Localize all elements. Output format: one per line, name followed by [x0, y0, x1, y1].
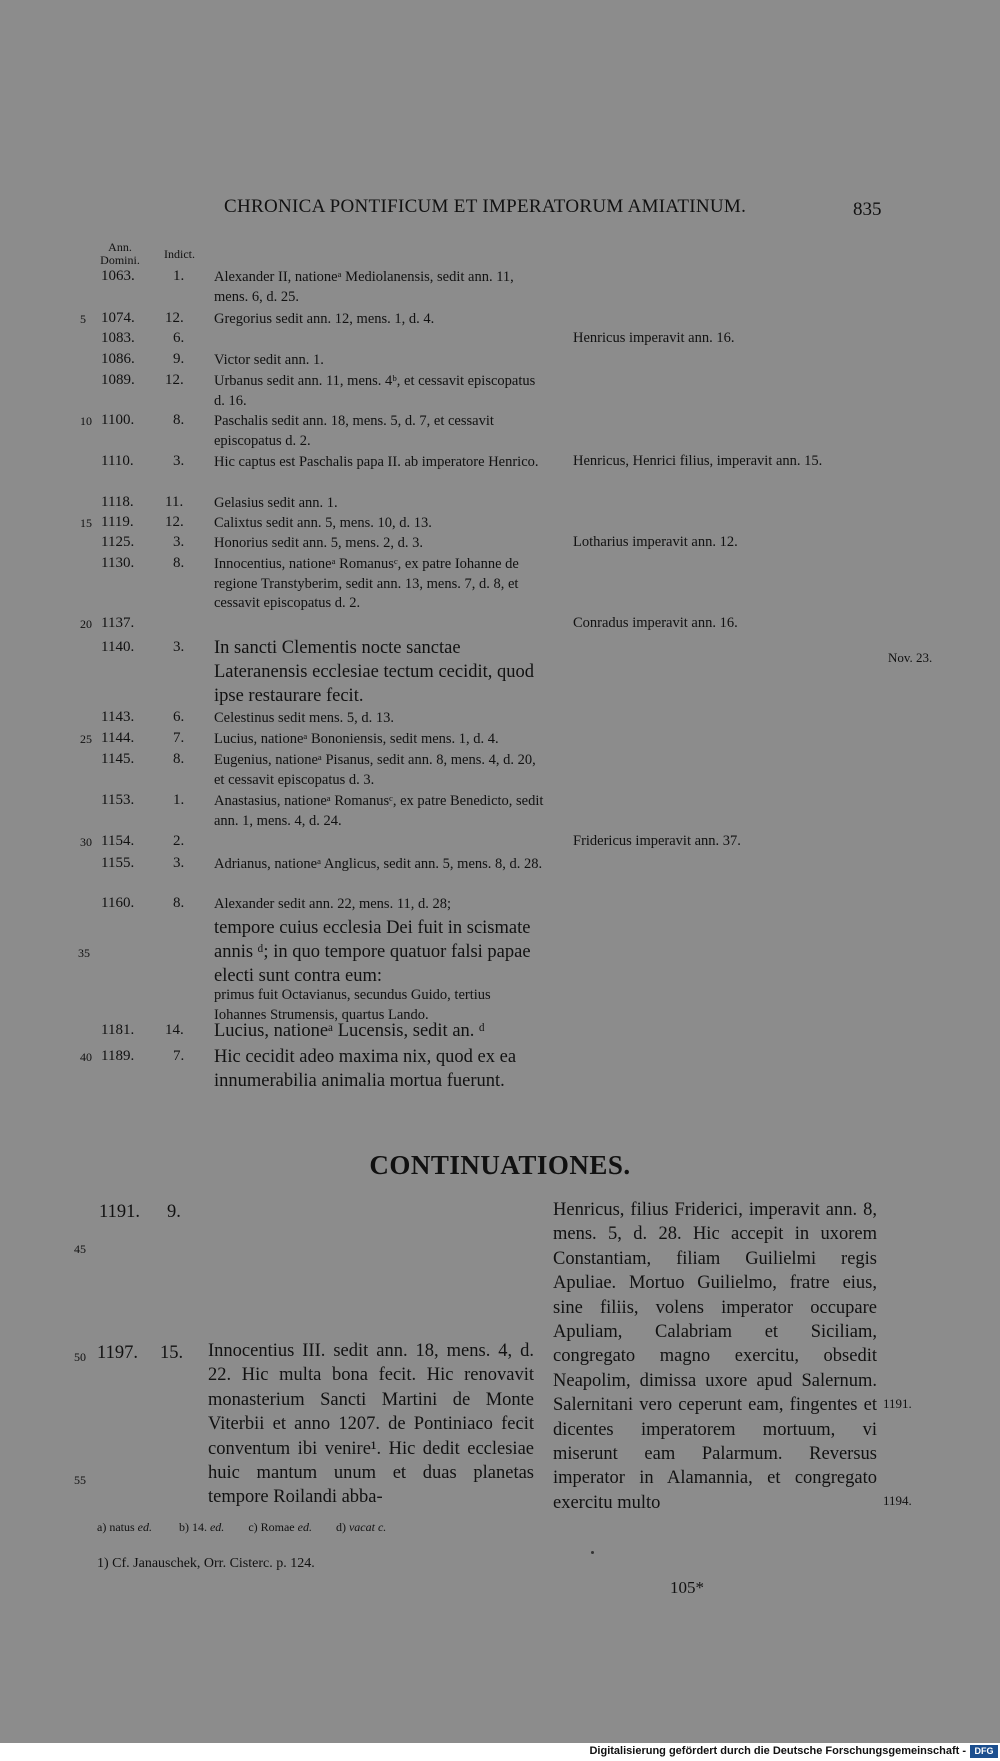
entry-text: Hic captus est Paschalis papa II. ab imperatore Henrico.: [214, 454, 539, 470]
entry-text: Innocentius, nationeᵃ Romanusᶜ, ex patre Iohanne de regione Transtyberim, sedit ann. 13, mens. 7, d. 8, et cessavit episcopatus d. 2.: [214, 556, 519, 611]
indict-cell: 1.: [173, 792, 185, 808]
footnote-c-source: ed.: [297, 1520, 312, 1534]
entry-text: Urbanus sedit ann. 11, mens. 4ᵇ, et cessavit episcopatus d. 16.: [214, 373, 536, 409]
indict-cell: 3.: [173, 534, 185, 550]
indict-cell: 12.: [165, 310, 184, 326]
year-cell: 1119.: [101, 514, 134, 530]
line-number-55: 55: [74, 1473, 86, 1487]
line-number: 40: [80, 1050, 92, 1064]
year-cell: 1063.: [101, 268, 135, 284]
schism-text-large: tempore cuius ecclesia Dei fuit in scismate annis ᵈ; in quo tempore quatuor falsi papae electi sunt contra eum:: [214, 918, 531, 986]
year-cell: 1074.: [101, 310, 135, 326]
indict-cell: 12.: [165, 372, 184, 388]
column-heading-ann-domini: Ann. Domini.: [100, 240, 140, 267]
year-cell: 1160.: [101, 895, 135, 911]
year-cell: 1130.: [101, 555, 135, 571]
dfg-logo: DFG: [970, 1745, 998, 1758]
footnote-c: c) Romae: [248, 1520, 295, 1534]
margin-year-1191: 1191.: [883, 1396, 912, 1411]
entry-text: Celestinus sedit mens. 5, d. 13.: [214, 710, 395, 726]
indict-cell: 3.: [173, 855, 185, 871]
line-number: 30: [80, 835, 92, 849]
column-heading-indict: Indict.: [164, 247, 195, 261]
entry-text: Lucius, nationeᵃ Lucensis, sedit an. ᵈ: [214, 1021, 485, 1041]
year-cell: 1100.: [101, 412, 135, 428]
footer-credit: Digitalisierung gefördert durch die Deutsche Forschungsgemeinschaft -: [589, 1745, 966, 1757]
footnote-d: d): [335, 1520, 346, 1534]
indict-cell: 6.: [173, 709, 185, 725]
indict-1191: 9.: [167, 1202, 181, 1222]
entry-text: Lucius, nationeᵃ Bononiensis, sedit mens. 1, d. 4.: [214, 731, 499, 747]
entry-text: Anastasius, nationeᵃ Romanusᶜ, ex patre Benedicto, sedit ann. 1, mens. 4, d. 24.: [214, 793, 544, 829]
emperor-note: Conradus imperavit ann. 16.: [573, 615, 738, 631]
year-cell: 1145.: [101, 751, 135, 767]
footnote-b-source: ed.: [209, 1520, 225, 1534]
continuation-left-column: Innocentius III. sedit ann. 18, mens. 4, d. 22. Hic multa bona fecit. Hic renovavit monasterium Sancti Martini de Monte Viterbii et anno 1207. de Pontiniaco fecit conventum ibi venire¹. Hic dedit ecclesiae huic mantum unum et duas planetas tempore Roilandi abba-: [208, 1341, 534, 1508]
year-1191: 1191.: [99, 1202, 140, 1222]
entry-text: Alexander sedit ann. 22, mens. 11, d. 28;: [214, 896, 452, 912]
margin-year-1194: 1194.: [883, 1493, 912, 1508]
entry-text: Victor sedit ann. 1.: [214, 352, 324, 368]
entry-text: Eugenius, nationeᵃ Pisanus, sedit ann. 8, mens. 4, d. 20, et cessavit episcopatus d. 3.: [214, 752, 536, 788]
entry-text: In sancti Clementis nocte sanctae Lateranensis ecclesiae tectum cecidit, quod ipse restaurare fecit.: [214, 638, 535, 706]
line-number-45: 45: [74, 1242, 86, 1256]
line-number-50: 50: [74, 1350, 86, 1364]
indict-cell: 3.: [173, 639, 185, 655]
indict-cell: 6.: [173, 330, 185, 346]
year-cell: 1154.: [101, 833, 135, 849]
signature-mark: 105*: [670, 1578, 704, 1597]
footnote-a: a) natus: [97, 1520, 135, 1534]
footnote-a-source: ed.: [137, 1520, 152, 1534]
footnotes: [97, 1520, 386, 1535]
margin-note-nov-23: Nov. 23.: [888, 650, 933, 665]
indict-cell: 11.: [165, 494, 184, 510]
year-cell: 1089.: [101, 372, 135, 388]
year-cell: 1189.: [101, 1048, 135, 1064]
emperor-note: Fridericus imperavit ann. 37.: [573, 833, 741, 849]
year-cell: 1083.: [101, 330, 135, 346]
indict-cell: 3.: [173, 453, 185, 469]
emperor-note: Henricus, Henrici filius, imperavit ann. 15.: [573, 453, 823, 469]
reference-note: 1) Cf. Janauschek, Orr. Cisterc. p. 124.: [97, 1556, 315, 1571]
year-cell: 1125.: [101, 534, 135, 550]
line-number: 25: [80, 732, 92, 746]
year-cell: 1143.: [101, 709, 135, 725]
line-number: 10: [80, 414, 92, 428]
entry-text: Paschalis sedit ann. 18, mens. 5, d. 7, et cessavit episcopatus d. 2.: [214, 413, 494, 449]
indict-cell: 2.: [173, 833, 185, 849]
entry-text: Alexander II, nationeᵃ Mediolanensis, sedit ann. 11, mens. 6, d. 25.: [214, 269, 514, 305]
year-1197: 1197.: [97, 1343, 138, 1363]
year-cell: 1137.: [101, 615, 135, 631]
year-cell: 1144.: [101, 730, 135, 746]
entry-text: Gelasius sedit ann. 1.: [214, 495, 338, 511]
indict-cell: 8.: [173, 895, 185, 911]
indict-cell: 8.: [173, 412, 185, 428]
line-number-35: 35: [78, 946, 90, 960]
year-cell: 1153.: [101, 792, 135, 808]
year-cell: 1110.: [101, 453, 134, 469]
indict-cell: 9.: [173, 351, 185, 367]
entry-text: Honorius sedit ann. 5, mens. 2, d. 3.: [214, 535, 424, 551]
entry-text: Calixtus sedit ann. 5, mens. 10, d. 13.: [214, 515, 432, 531]
continuation-right-column: Henricus, filius Friderici, imperavit ann. 8, mens. 5, d. 28. Hic accepit in uxorem Constantiam, filiam Guilielmi regis Apuliae. Mortuo Guilielmo, fratre eius, sine filiis, volens imperator occupare Apuliam, Calabriam et Siciliam, congregato magno exercitu, obsedit Neapolim, dimissa uxore apud Salernum. Salernitani vero ceperunt eam, fingentes et dicentes imperatorem mortuum, vi miserunt eam Palarmum. Reversus imperator in Alamannia, et congregato exercitu multo: [553, 1200, 877, 1513]
year-cell: 1086.: [101, 351, 135, 367]
running-title: CHRONICA PONTIFICUM ET IMPERATORUM AMIATINUM.: [224, 196, 747, 217]
indict-cell: 7.: [173, 1048, 185, 1064]
line-number: 5: [80, 312, 86, 326]
indict-cell: 12.: [165, 514, 184, 530]
line-number: 20: [80, 617, 92, 631]
indict-cell: 14.: [165, 1022, 184, 1038]
year-cell: 1181.: [101, 1022, 135, 1038]
footnote-b: b) 14.: [178, 1520, 207, 1534]
indict-cell: 8.: [173, 751, 185, 767]
indict-cell: 1.: [173, 268, 185, 284]
year-cell: 1140.: [101, 639, 135, 655]
entry-text: Adrianus, nationeᵃ Anglicus, sedit ann. 5, mens. 8, d. 28.: [214, 856, 543, 872]
indict-cell: 7.: [173, 730, 185, 746]
entry-text: Gregorius sedit ann. 12, mens. 1, d. 4.: [214, 311, 435, 327]
stray-dot: [591, 1551, 594, 1554]
footnote-d-source: vacat c.: [348, 1520, 387, 1534]
entry-text: Hic cecidit adeo maxima nix, quod ex ea innumerabilia animalia mortua fuerunt.: [214, 1047, 517, 1091]
emperor-note: Henricus imperavit ann. 16.: [573, 330, 735, 346]
year-cell: 1118.: [101, 494, 134, 510]
emperor-note: Lotharius imperavit ann. 12.: [573, 534, 738, 550]
footer-bar: [0, 1743, 1000, 1761]
page-number: 835: [853, 199, 882, 220]
line-number: 15: [80, 516, 92, 530]
indict-cell: 8.: [173, 555, 185, 571]
year-cell: 1155.: [101, 855, 135, 871]
indict-1197: 15.: [160, 1343, 184, 1363]
schism-text-small: primus fuit Octavianus, secundus Guido, tertius Iohannes Strumensis, quartus Lando.: [214, 987, 491, 1023]
section-title: CONTINUATIONES.: [369, 1150, 631, 1180]
